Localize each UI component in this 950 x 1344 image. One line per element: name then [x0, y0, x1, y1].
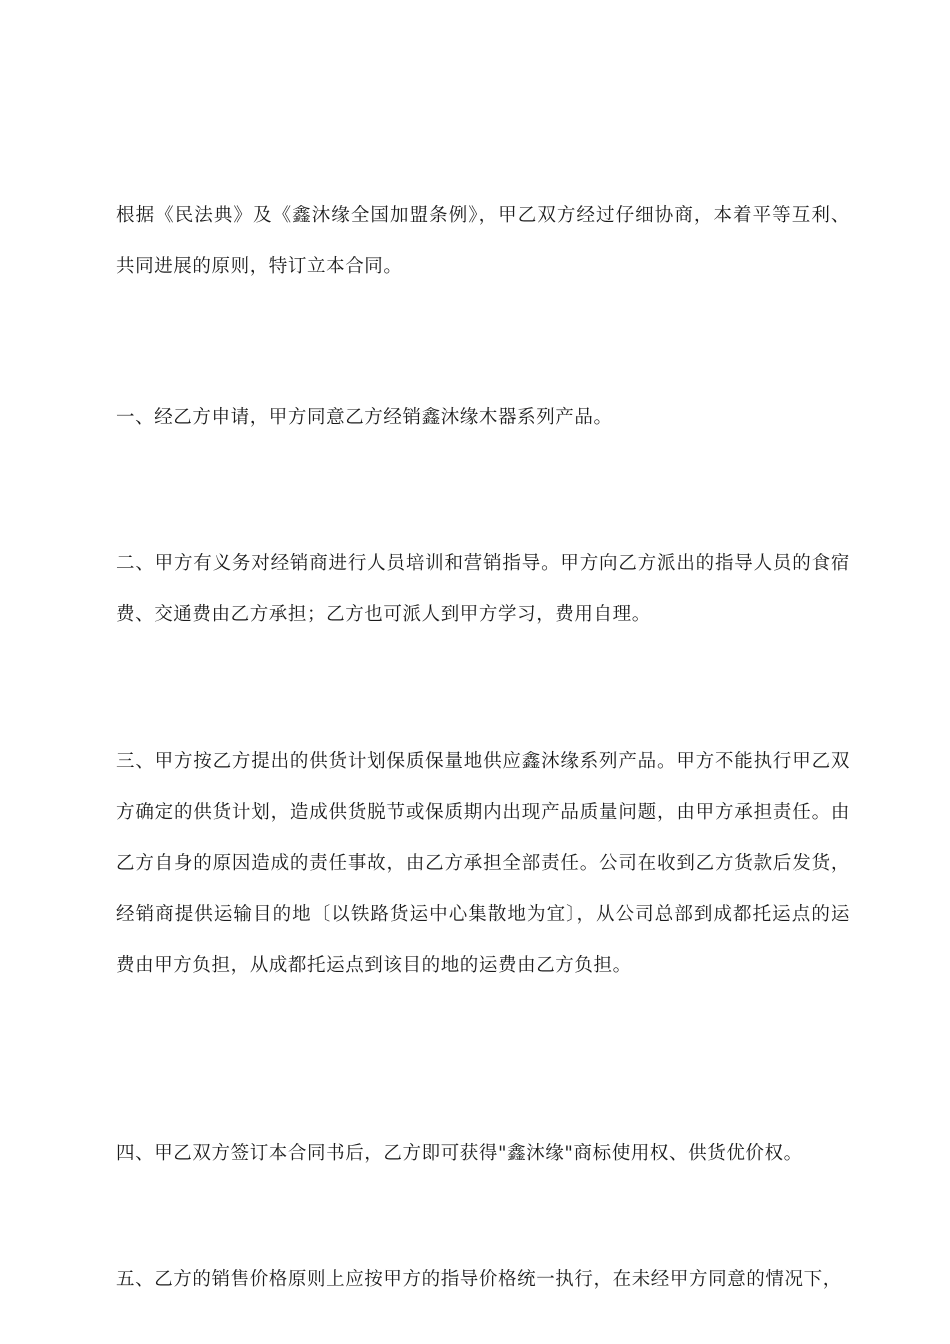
- clause-3-paragraph: 三、甲方按乙方提出的供货计划保质保量地供应鑫沐缘系列产品。甲方不能执行甲乙双方确定的供货计划，造成供货脱节或保质期内出现产品质量问题，由甲方承担责任。由乙方自身的原因造成的责任事故，由乙方承担全部责任。公司在收到乙方货款后发货，经销商提供运输目的地〔以铁路货运中心集散地为宜〕，从公司总部到成都托运点的运费由甲方负担，从成都托运点到该目的地的运费由乙方负担。: [116, 751, 850, 976]
- clause-5-paragraph: 五、乙方的销售价格原则上应按甲方的指导价格统一执行，在未经甲方同意的情况下，: [116, 1269, 842, 1290]
- clause-1-paragraph: 一、经乙方申请，甲方同意乙方经销鑫沐缘木器系列产品。: [116, 407, 613, 428]
- clause-2-paragraph: 二、甲方有义务对经销商进行人员培训和营销指导。甲方向乙方派出的指导人员的食宿费、交通费由乙方承担；乙方也可派人到甲方学习，费用自理。: [116, 553, 850, 625]
- intro-paragraph: 根据《民法典》及《鑫沐缘全国加盟条例》，甲乙双方经过仔细协商，本着平等互利、共同进展的原则，特订立本合同。: [116, 205, 850, 277]
- clause-4-paragraph: 四、甲乙双方签订本合同书后，乙方即可获得"鑫沐缘"商标使用权、供货优价权。: [116, 1143, 803, 1164]
